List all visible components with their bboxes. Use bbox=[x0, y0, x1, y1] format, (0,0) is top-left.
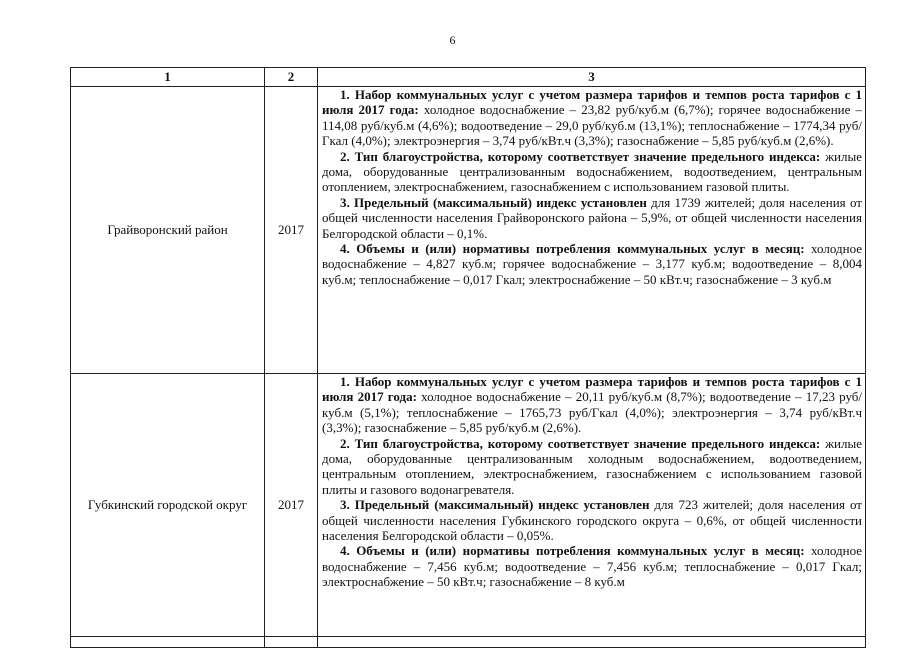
year-cell: 2017 bbox=[265, 87, 318, 374]
table-row bbox=[71, 374, 866, 637]
index-paragraph bbox=[322, 497, 862, 543]
amenity-paragraph bbox=[322, 149, 862, 195]
amenity-title: 2. Тип благоустройства, которому соответствует значение предельного индекса: bbox=[340, 435, 821, 451]
district-name: Губкинский городской округ bbox=[71, 374, 265, 637]
volumes-paragraph bbox=[322, 241, 862, 287]
amenity-text: жилые дома, оборудованные централизованным водоснабжением, водоотведением, центральным отоплением, электроснабжением, газоснабжением с использованием газовой плиты. bbox=[322, 148, 862, 195]
amenity-text: жилые дома, оборудованные централизованным холодным водоснабжением, водоотведением, центральным отоплением, электроснабжением, газоснабжением с использованием газовой плиты и газового водонагревателя. bbox=[322, 435, 862, 497]
volumes-title: 4. Объемы и (или) нормативы потребления коммунальных услуг в месяц: bbox=[340, 543, 805, 559]
tariffs-paragraph bbox=[322, 374, 862, 436]
header-col-1: 1 bbox=[71, 68, 265, 87]
index-text: для 1739 жителей; доля населения от общей численности населения Грайворонского района – 5,9%, от общей численности населения Белгородской области – 0,1%. bbox=[322, 194, 862, 241]
table-continuation-row bbox=[71, 637, 866, 648]
index-paragraph bbox=[322, 195, 862, 241]
table-header-row bbox=[71, 68, 866, 87]
index-text: для 723 жителей; доля населения от общей численности населения Губкинского городского округа – 0,6%, от общей численности населения Белгородской области – 0,05%. bbox=[322, 497, 862, 544]
continuation-cell bbox=[71, 637, 265, 648]
tariffs-text: холодное водоснабжение – 20,11 руб/куб.м (8,7%); водоотведение – 17,23 руб/куб.м (5,1%); теплоснабжение – 1765,73 руб/Гкал (4,0%); электроэнергия – 3,74 руб/кВт.ч (3,3%); газоснабжение – 5,85 руб/куб.м (2,6%). bbox=[322, 389, 863, 436]
tariffs-paragraph bbox=[322, 87, 862, 149]
continuation-cell bbox=[265, 637, 318, 648]
tariffs-title: 1. Набор коммунальных услуг с учетом размера тарифов и темпов роста тарифов с 1 июля 2017 года: bbox=[322, 374, 862, 405]
volumes-paragraph bbox=[322, 543, 862, 589]
description-cell bbox=[318, 374, 866, 637]
continuation-cell bbox=[318, 637, 866, 648]
page-number: 6 bbox=[449, 33, 456, 47]
tariff-table bbox=[70, 67, 866, 648]
table-row bbox=[71, 87, 866, 374]
header-col-3: 3 bbox=[318, 68, 866, 87]
volumes-title: 4. Объемы и (или) нормативы потребления коммунальных услуг в месяц: bbox=[340, 241, 805, 257]
volumes-text: холодное водоснабжение – 4,827 куб.м; горячее водоснабжение – 3,177 куб.м; водоотведение – 8,004 куб.м; теплоснабжение – 0,017 Гкал; электроснабжение – 50 кВт.ч; газоснабжение – 3 куб.м bbox=[322, 241, 862, 287]
index-title: 3. Предельный (максимальный) индекс установлен bbox=[340, 194, 647, 210]
description-cell bbox=[318, 87, 866, 374]
index-title: 3. Предельный (максимальный) индекс установлен bbox=[340, 497, 650, 513]
amenity-title: 2. Тип благоустройства, которому соответствует значение предельного индекса: bbox=[340, 148, 821, 164]
amenity-paragraph bbox=[322, 436, 862, 498]
tariffs-title: 1. Набор коммунальных услуг с учетом размера тарифов и темпов роста тарифов с 1 июля 2017 года: bbox=[322, 87, 862, 118]
district-name: Грайворонский район bbox=[71, 87, 265, 374]
volumes-text: холодное водоснабжение – 7,456 куб.м; водоотведение – 7,456 куб.м; теплоснабжение – 0,017 Гкал; электроснабжение – 50 кВт.ч; газоснабжение – 8 куб.м bbox=[322, 543, 862, 590]
tariffs-text: холодное водоснабжение – 23,82 руб/куб.м (6,7%); горячее водоснабжение – 114,08 руб/куб.м (4,6%); водоотведение – 29,0 руб/куб.м (13,1%); теплоснабжение – 1774,34 руб/Гкал (4,0%); электроэнергия – 3,74 руб/кВт.ч (3,3%); газоснабжение – 5,85 руб/куб.м (2,6%). bbox=[322, 102, 862, 149]
year-cell: 2017 bbox=[265, 374, 318, 637]
header-col-2: 2 bbox=[265, 68, 318, 87]
